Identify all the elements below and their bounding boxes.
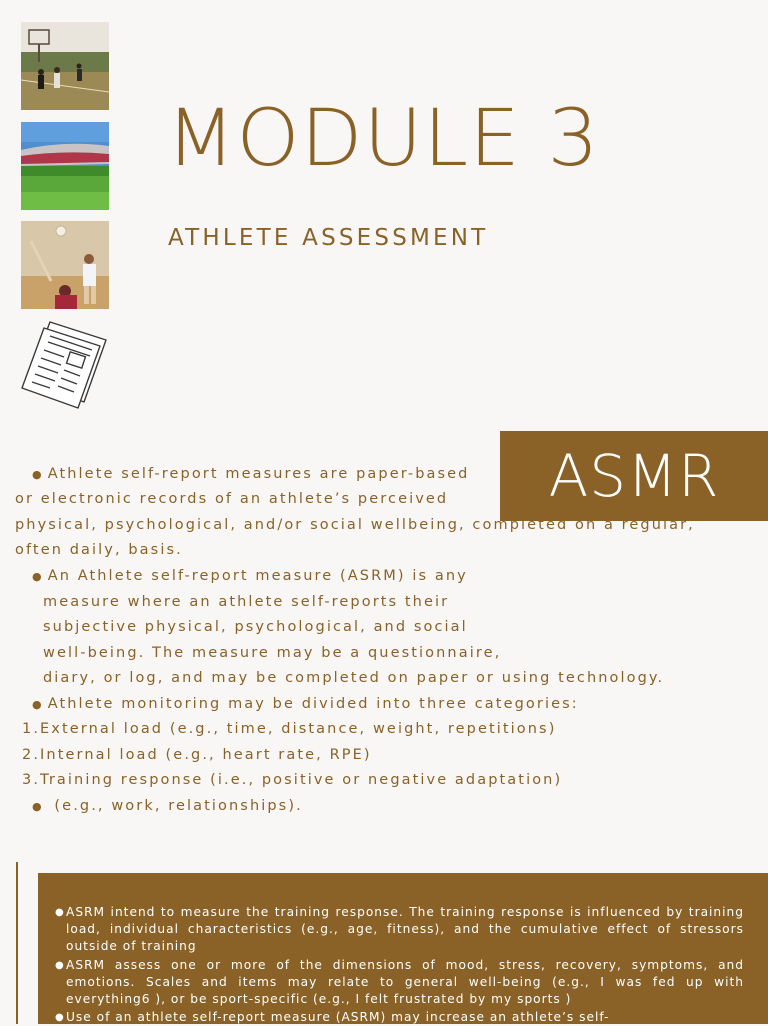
newspaper-icon [20, 318, 110, 412]
info-box-item-1: ● ASRM intend to measure the training response. The training response is influenced by training load, individual characteristics (e.g., age, fitness), and the cumulative effect of stressors outside of training [55, 905, 744, 954]
paragraph-3: ● Athlete monitoring may be divided into three categories: [32, 696, 579, 712]
list-item: 2.Internal load (e.g., heart rate, RPE) [22, 747, 372, 763]
paragraph-1-line-3: physical, psychological, and/or social wellbeing, completed on a regular, [15, 517, 695, 533]
volleyball-photo [21, 221, 109, 309]
list-number: 3. [22, 772, 41, 788]
asmr-badge-text: ASMR [548, 442, 720, 510]
list-number: 2. [22, 747, 41, 763]
paragraph-2-line-4: well-being. The measure may be a questionnaire, [43, 645, 502, 661]
bullet-icon: ● [55, 960, 65, 971]
asmr-badge [500, 431, 768, 521]
bottom-vertical-rule [16, 862, 18, 1024]
paragraph-2-line-5: diary, or log, and may be completed on paper or using technology. [43, 670, 665, 686]
stadium-grass-photo [21, 122, 109, 210]
list-number: 1. [22, 721, 41, 737]
bullet-icon: ● [32, 570, 44, 583]
bullet-icon: ● [55, 907, 65, 918]
paragraph-1-line-1: ● Athlete self-report measures are paper-based [32, 466, 470, 482]
list-item: 3.Training response (i.e., positive or negative adaptation) [22, 772, 563, 788]
extra-bullet: ● (e.g., work, relationships). [32, 798, 303, 814]
paragraph-2-line-2: measure where an athlete self-reports their [43, 594, 450, 610]
basketball-photo [21, 22, 109, 110]
paragraph-1-line-2: or electronic records of an athlete’s perceived [15, 491, 449, 507]
info-box-item-3: ● Use of an athlete self-report measure (ASRM) may increase an athlete’s self- [66, 1009, 744, 1026]
page-title: MODULE 3 [166, 94, 600, 184]
page-subtitle: ATHLETE ASSESSMENT [168, 225, 489, 251]
bullet-icon: ● [32, 698, 44, 711]
info-box-item-2: ● ASRM assess one or more of the dimensions of mood, stress, recovery, symptoms, and emotions. Scales and items may relate to general well-being (e.g., I was fed up with everything6 ), or be sport-specific (e.g., I felt frustrated by my sports ) [55, 958, 744, 1007]
paragraph-2-line-1: ● An Athlete self-report measure (ASRM) is any [32, 568, 468, 584]
bullet-icon: ● [32, 468, 44, 481]
list-item: 1.External load (e.g., time, distance, weight, repetitions) [22, 721, 557, 737]
bullet-icon: ● [32, 800, 44, 813]
bullet-icon: ● [55, 1012, 65, 1023]
paragraph-2-line-3: subjective physical, psychological, and social [43, 619, 468, 635]
paragraph-1-line-4: often daily, basis. [15, 542, 183, 558]
